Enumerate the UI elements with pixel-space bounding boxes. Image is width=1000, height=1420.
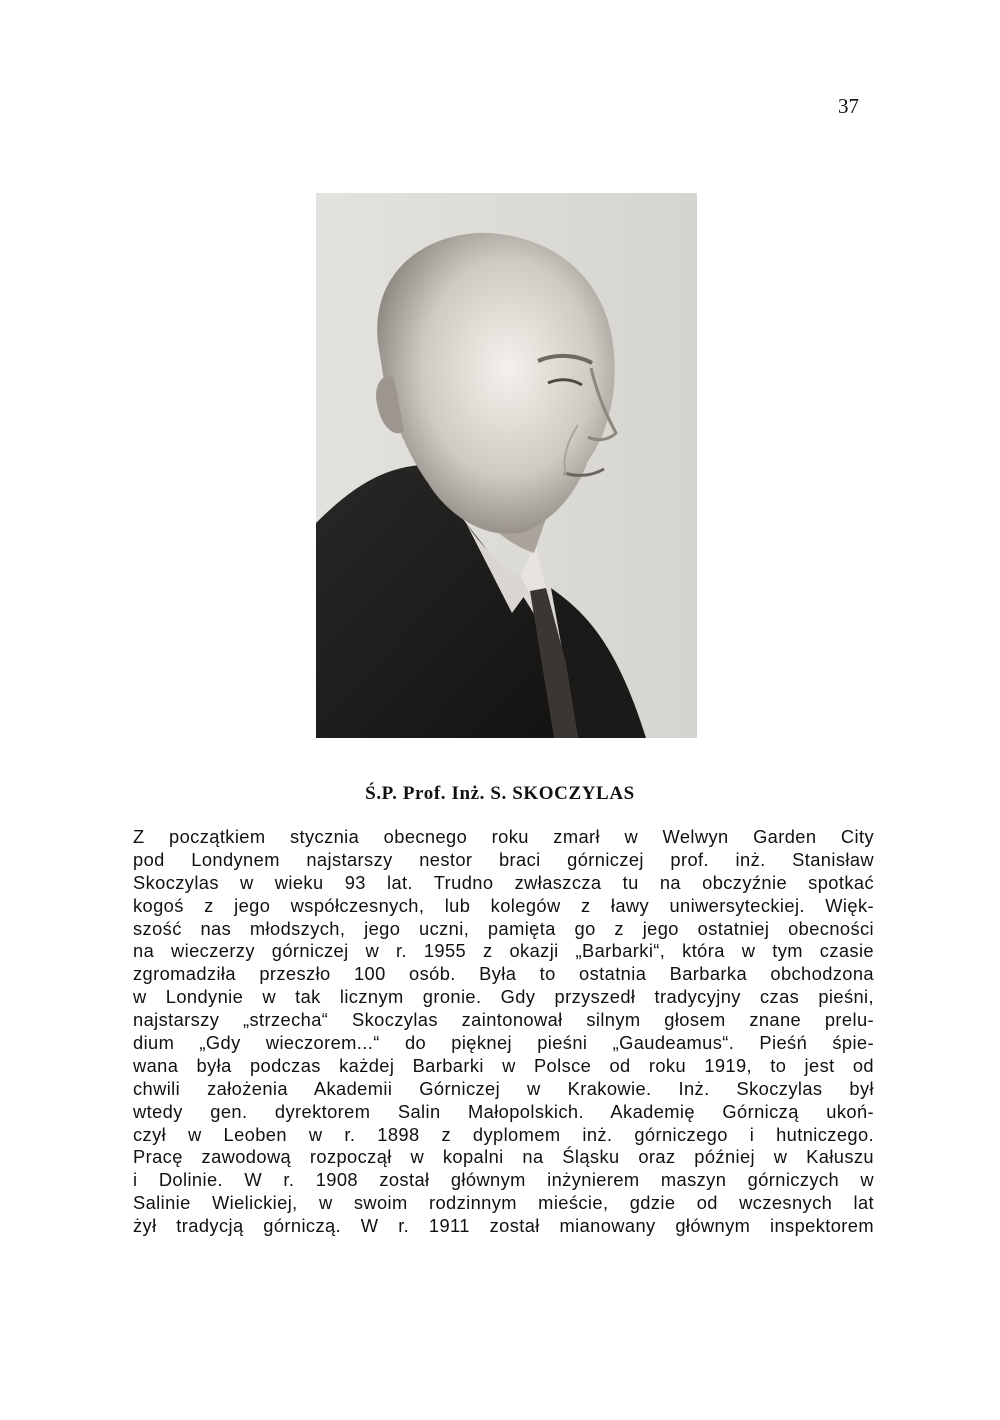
portrait-photo [316, 193, 697, 738]
text-line: Skoczylas w wieku 93 lat. Trudno zwłaszcza tu na obczyźnie spotkać [133, 871, 874, 893]
text-line: najstarszy „strzecha“ Skoczylas zaintonował silnym głosem znane prelu- [133, 1009, 874, 1031]
obituary-text [133, 826, 874, 1238]
text-line: Salinie Wielickiej, w swoim rodzinnym mieście, gdzie od wczesnych lat [133, 1192, 874, 1214]
text-line: pod Londynem najstarszy nestor braci górniczej prof. inż. Stanisław [133, 848, 874, 870]
text-line: dium „Gdy wieczorem...“ do pięknej pieśni „Gaudeamus“. Pieśń śpie- [133, 1032, 874, 1054]
text-line: szość nas młodszych, jego uczni, pamięta go z jego ostatniej obecności [133, 917, 874, 939]
text-line: w Londynie w tak licznym gronie. Gdy przyszedł tradycyjny czas pieśni, [133, 986, 874, 1008]
text-line: wana była podczas każdej Barbarki w Polsce od roku 1919, to jest od [133, 1054, 874, 1076]
text-line: Z początkiem stycznia obecnego roku zmarł w Welwyn Garden City [133, 826, 874, 847]
text-line: zgromadziła przeszło 100 osób. Była to ostatnia Barbarka obchodzona [133, 963, 874, 985]
text-line: i Dolinie. W r. 1908 został głównym inżynierem maszyn górniczych w [133, 1169, 874, 1191]
text-line: wtedy gen. dyrektorem Salin Małopolskich. Akademię Górniczą ukoń- [133, 1100, 874, 1122]
text-line: Pracę zawodową rozpoczął w kopalni na Śląsku oraz później w Kałuszu [133, 1146, 874, 1168]
text-line: żył tradycją górniczą. W r. 1911 został mianowany głównym inspektorem [133, 1215, 874, 1237]
text-line: na wieczerzy górniczej w r. 1955 z okazji „Barbarki“, która w tym czasie [133, 940, 874, 962]
page-number: 37 [838, 94, 859, 118]
text-line: czył w Leoben w r. 1898 z dyplomem inż. górniczego i hutniczego. [133, 1123, 874, 1145]
text-line: chwili założenia Akademii Górniczej w Krakowie. Inż. Skoczylas był [133, 1077, 874, 1099]
portrait-caption: Ś.P. Prof. Inż. S. SKOCZYLAS [365, 783, 635, 804]
text-line: kogoś z jego współczesnych, lub kolegów z ławy uniwersyteckiej. Więk- [133, 894, 874, 916]
